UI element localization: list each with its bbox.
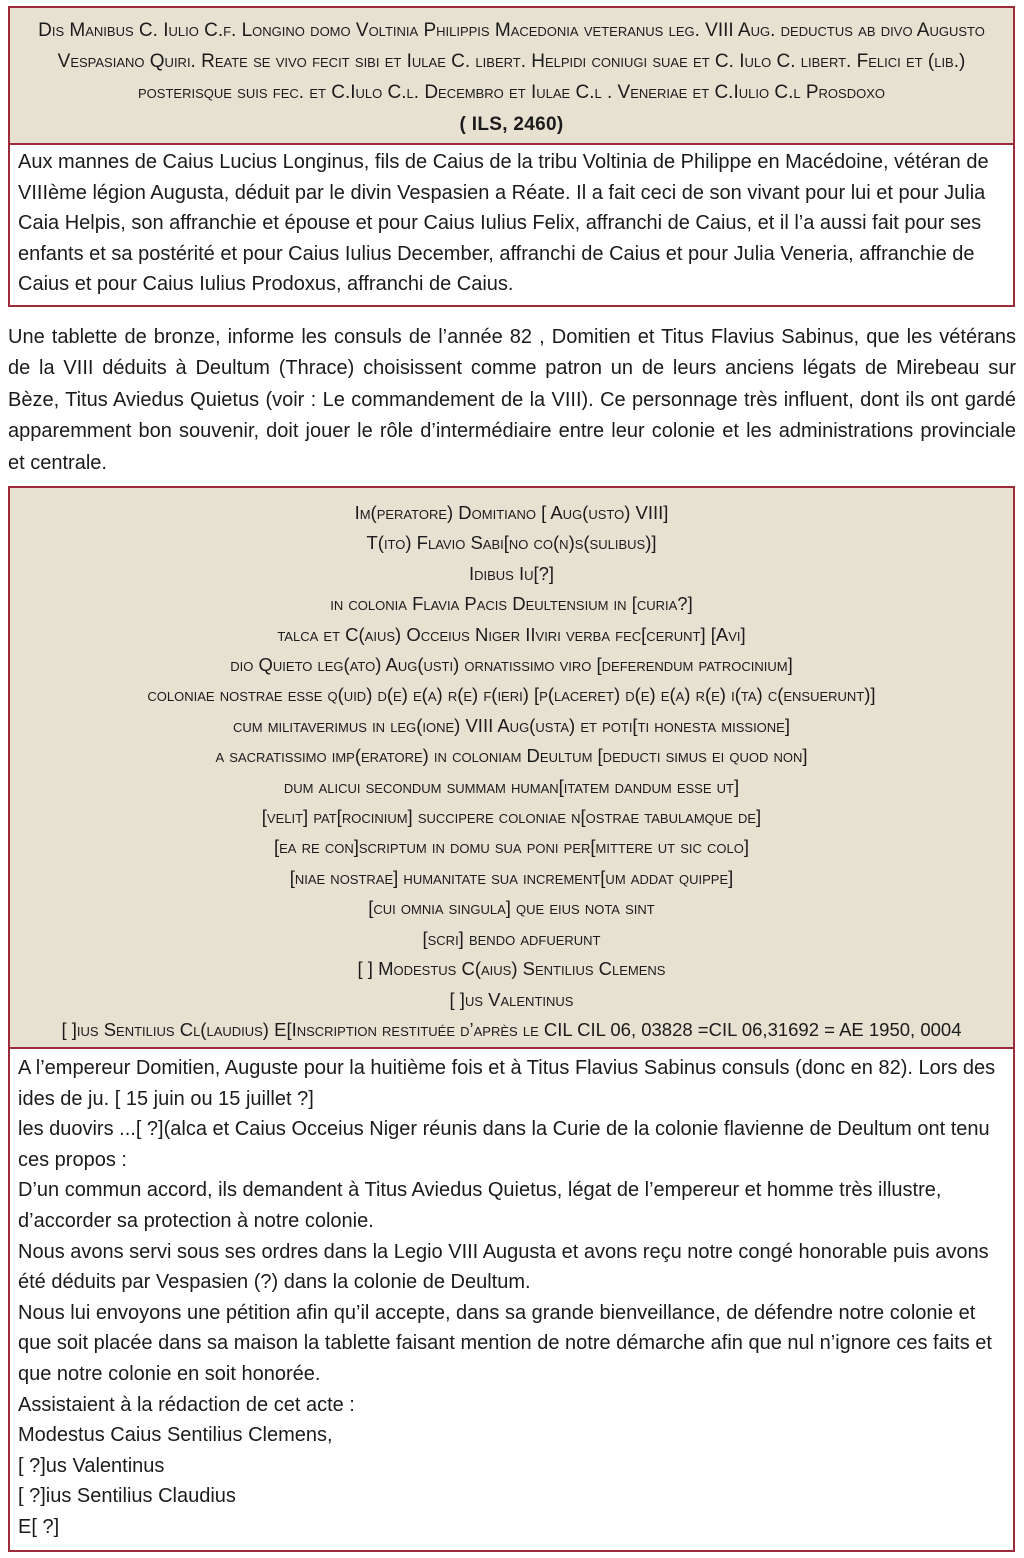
latin-line: [ea re con]scriptum in domu sua poni per[mittere ut sic colo]: [274, 836, 749, 858]
latin-line: in colonia Flavia Pacis Deultensium in [curia?]: [330, 593, 693, 615]
translation-line: Modestus Caius Sentilius Clemens,: [18, 1424, 333, 1447]
latin-line: talca et C(aius) Occeius Niger IIviri verba fec[cerunt] [Avi]: [277, 623, 746, 645]
latin-line: Idibus Iu[?]: [468, 562, 555, 584]
inscription-box-ils-2460: [8, 6, 1015, 307]
translation-line: [ ?]us Valentinus: [18, 1454, 165, 1477]
translation-line: [ ?]ius Sentilius Claudius: [18, 1485, 236, 1508]
latin-line: [ ] Modestus C(aius) Sentilius Clemens: [357, 958, 666, 980]
latin-inscription: [10, 488, 1013, 1047]
translation-line: Nous lui envoyons une pétition afin qu’il accepte, dans sa grande bienveillance, de défendre notre colonie et que soit placée dans sa maison la tablette faisant mention de notre démarche afin que nul n’ignore ces faits et que notre colonie en soit honorée.: [18, 1301, 992, 1385]
latin-line: a sacratissimo imp(eratore) in coloniam Deultum [deducti simus ei quod non]: [215, 745, 808, 767]
latin-text: Dis Manibus C. Iulio C.f. Longino domo Voltinia Philippis Macedonia veteranus leg. VIII Aug. deductus ab divo Augusto Vespasiano Quiri. Reate se vivo fecit sibi et Iulae C. libert. Helpidi coniugi suae et C. Iulo C. libert. Felici et (lib.) posterisque suis fec. et C.Iulo C.l. Decembro et Iulae C.l . Veneriae et C.Iulio C.l Prosdoxo: [38, 20, 985, 104]
reference-label: ( ILS, 2460): [459, 113, 564, 135]
translation-line: Assistaient à la rédaction de cet acte :: [18, 1393, 355, 1416]
french-translation: Aux mannes de Caius Lucius Longinus, fils de Caius de la tribu Voltinia de Philippe en Macédoine, vétéran de VIIIème légion Augusta, déduit par le divin Vespasien a Réate. Il a fait ceci de son vivant pour lui et pour Julia Caia Helpis, son affranchie et épouse et pour Caius Iulius Felix, affranchi de Caius, et il l’a aussi fait pour ses enfants et sa postérité et pour Caius Iulius December, affranchi de Caius et pour Julia Veneria, affranchie de Caius et pour Caius Iulius Prodoxus, affranchi de Caius.: [18, 151, 989, 296]
latin-line: [cui omnia singula] que eius nota sint: [368, 897, 655, 919]
latin-line: coloniae nostrae esse q(uid) d(e) e(a) r(e) f(ieri) [p(laceret) d(e) e(a) r(e) i(ta) c(ensuerunt)]: [147, 684, 876, 706]
latin-line: [ ]ius Sentilius Cl(laudius) E[Inscription restituée d’après le CIL CIL 06, 03828 =CIL 06,31692 = AE 1950, 0004: [61, 1018, 962, 1040]
translation-line: A l’empereur Domitien, Auguste pour la huitième fois et à Titus Flavius Sabinus consuls (donc en 82). Lors des ides de ju. [ 15 juin ou 15 juillet ?]: [18, 1057, 996, 1110]
latin-line: Im(peratore) Domitiano [ Aug(usto) VIII]: [354, 502, 669, 523]
translation-line: les duovirs ...[ ?](alca et Caius Occeius Niger réunis dans la Curie de la colonie flavienne de Deultum ont tenu ces propos :: [18, 1118, 990, 1171]
french-translation: [10, 1049, 1013, 1547]
latin-line: dio Quieto leg(ato) Aug(usti) ornatissimo viro [deferendum patrocinium]: [230, 654, 793, 676]
latin-line: dum alicui secondum summam human[itatem dandum esse ut]: [283, 775, 740, 797]
inscription-box-deultum: [8, 486, 1015, 1552]
latin-line: [niae nostrae] humanitate sua increment[um addat quippe]: [289, 866, 734, 888]
translation-line: E[ ?]: [18, 1515, 60, 1538]
latin-inscription: [10, 8, 1013, 143]
latin-line: [scri] bendo adfuerunt: [422, 927, 601, 949]
latin-line: [velit] pat[rocinium] succipere coloniae n[ostrae tabulamque de]: [261, 806, 762, 828]
translation-line: D’un commun accord, ils demandent à Titus Aviedus Quietus, légat de l’empereur et homme très illustre, d’accorder sa protection à notre colonie.: [18, 1179, 942, 1232]
intro-paragraph: Une tablette de bronze, informe les consuls de l’année 82 , Domitien et Titus Flavius Sabinus, que les vétérans de la VIII déduits à Deultum (Thrace) choisissent comme patron un de leurs anciens légats de Mirebeau sur Bèze, Titus Aviedus Quietus (voir : Le commandement de la VIII). Ce personnage très influent, dont ils ont gardé apparemment bon souvenir, doit jouer le rôle d’intermédiaire entre leur colonie et les administrations provinciale et centrale.: [8, 326, 1016, 474]
translation-line: Nous avons servi sous ses ordres dans la Legio VIII Augusta et avons reçu notre congé honorable puis avons été déduits par Vespasien (?) dans la colonie de Deultum.: [18, 1240, 989, 1294]
latin-line: [ ]us Valentinus: [449, 988, 574, 1010]
latin-line: T(ito) Flavio Sabi[no co(n)s(sulibus)]: [366, 532, 657, 554]
latin-line: cum militaverimus in leg(ione) VIII Aug(usta) et poti[ti honesta missione]: [232, 714, 790, 736]
